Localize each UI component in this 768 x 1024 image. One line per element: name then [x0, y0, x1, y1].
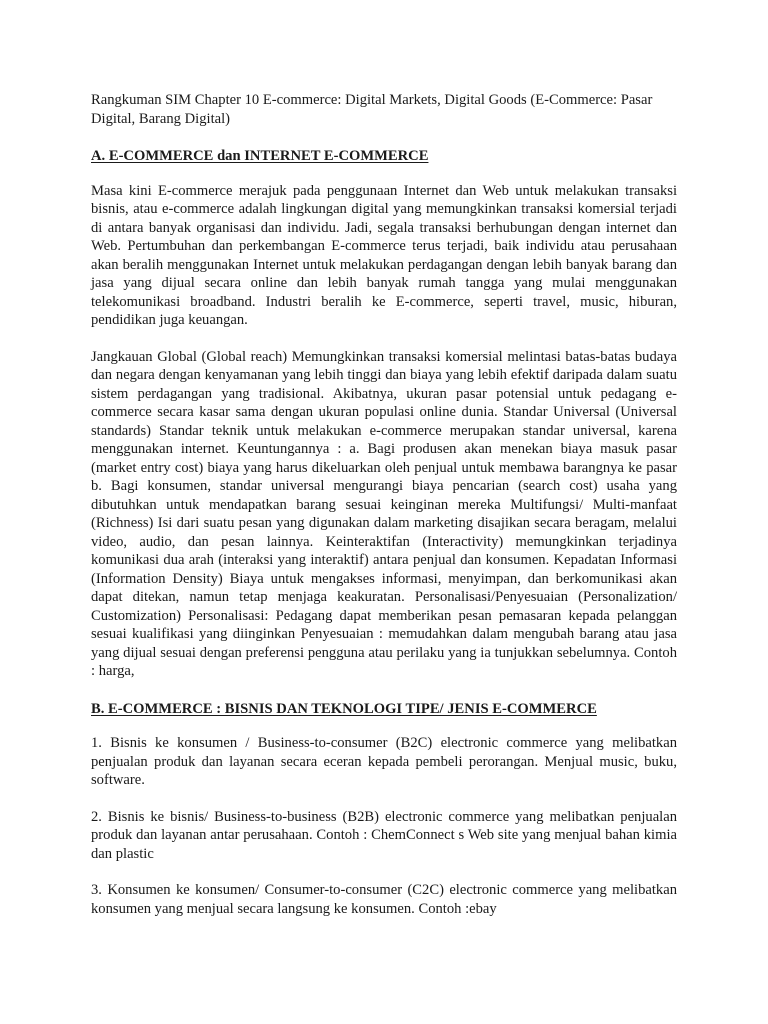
section-a-heading: [91, 147, 677, 166]
section-b-paragraph-2: 2. Bisnis ke bisnis/ Business-to-business (B2B) electronic commerce yang melibatkan penjualan produk dan layanan antar perusahaan. Contoh : ChemConnect s Web site yang menjual bahan kimia dan plastic: [91, 808, 677, 862]
section-a-paragraph-1: Masa kini E-commerce merajuk pada penggunaan Internet dan Web untuk melakukan transaksi bisnis, atau e-commerce adalah lingkungan digital yang memungkinkan transaksi komersial terjadi di antara banyak organisasi dan individu. Jadi, segala transaksi berhubungan dengan internet dan Web. Pertumbuhan dan perkembangan E-commerce terus terjadi, baik individu atau perusahaan akan beralih menggunakan Internet untuk melakukan perdagangan dengan lebih banyak barang dan jasa yang dijual secara online dan lebih banyak rumah tangga yang mulai menggunakan telekomunikasi broadband. Industri beralih ke E-commerce, seperti travel, music, hiburan, pendidikan juga keuangan.: [91, 182, 677, 328]
section-b-heading-text: B. E-COMMERCE : BISNIS DAN TEKNOLOGI TIPE/ JENIS E-COMMERCE: [91, 700, 597, 717]
section-b-paragraph-3: 3. Konsumen ke konsumen/ Consumer-to-consumer (C2C) electronic commerce yang melibatkan konsumen yang menjual secara langsung ke konsumen. Contoh :ebay: [91, 882, 677, 917]
section-a-paragraph-2: Jangkauan Global (Global reach) Memungkinkan transaksi komersial melintasi batas-batas budaya dan negara dengan kenyamanan yang lebih tinggi dan biaya yang lebih efektif daripada dalam suatu sistem perdagangan yang tradisional. Akibatnya, ukuran pasar potensial untuk pedagang e-commerce secara kasar sama dengan ukuran populasi online dunia. Standar Universal (Universal standards) Standar teknik untuk melakukan e-commerce merupakan standar universal, karena menggunakan internet. Keuntungannya : a. Bagi produsen akan menekan biaya masuk pasar (market entry cost) biaya yang harus dikeluarkan oleh penjual untuk membawa barangnya ke pasar b. Bagi konsumen, standar universal mengurangi biaya pencarian (search cost) usaha yang dibutuhkan untuk mendapatkan barang sesuai keinginan mereka Multifungsi/ Multi-manfaat (Richness) Isi dari suatu pesan yang digunakan dalam marketing disajikan secara beragam, melalui video, audio, dan pesan lainnya. Keinteraktifan (Interactivity) memungkinkan terjadinya komunikasi dua arah (interaksi yang interaktif) antara penjual dan konsumen. Kepadatan Informasi (Information Density) Biaya untuk mengakses informasi, menyimpan, dan berkomunikasi akan dapat ditekan, namun tetap menjaga keakuratan. Personalisasi/Penyesuaian (Personalization/ Customization) Personalisasi: Pedagang dapat memberikan pesan pemasaran kepada pelanggan sesuai kualifikasi yang diinginkan Penyesuaian : memudahkan dalam mengubah barang atau jasa yang dijual sesuai dengan preferensi pengguna atau perilaku yang ia tunjukkan sebelumnya. Contoh : harga,: [91, 348, 677, 679]
section-b-paragraph-1: 1. Bisnis ke konsumen / Business-to-consumer (B2C) electronic commerce yang melibatkan penjualan produk dan layanan secara eceran kepada pembeli perorangan. Menjual music, buku, software.: [91, 735, 677, 788]
section-a-heading-text: A. E-COMMERCE dan INTERNET E-COMMERCE: [91, 148, 429, 164]
document-title: Rangkuman SIM Chapter 10 E-commerce: Digital Markets, Digital Goods (E-Commerce: Pasar Digital, Barang Digital): [91, 92, 653, 127]
document-page: [91, 91, 677, 918]
section-b-heading: [91, 700, 677, 719]
